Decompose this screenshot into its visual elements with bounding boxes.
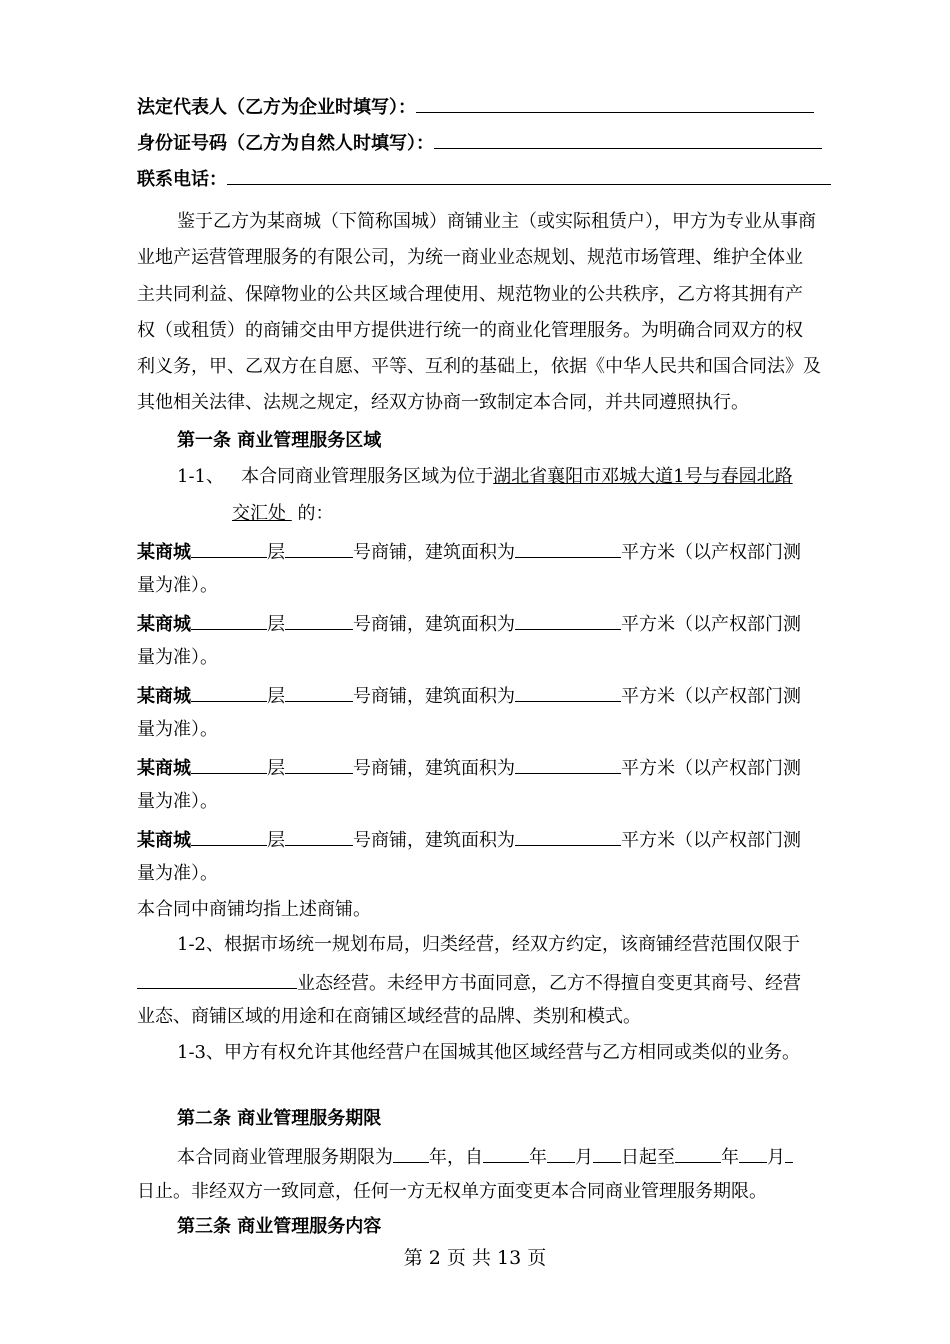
business-scope-blank	[137, 969, 297, 989]
floor-blank	[191, 538, 267, 558]
start-day-blank	[593, 1143, 621, 1163]
shop-mall-name: 某商城	[137, 686, 191, 707]
preamble-line: 鉴于乙方为某商城（下简称国城）商铺业主（或实际租赁户），甲方为专业从事商	[177, 211, 816, 232]
shop-mall-name: 某商城	[137, 830, 191, 851]
phone-label: 联系电话：	[137, 169, 227, 190]
floor-blank	[191, 826, 267, 846]
clause-1-1	[177, 465, 793, 489]
shop-number-blank	[285, 682, 353, 702]
shop-row: 某商城 层 号商铺，建筑面积为 平方米（以产权部门测	[137, 538, 801, 562]
floor-blank	[191, 682, 267, 702]
clause-1-2-cont: 业态经营。未经甲方书面同意，乙方不得擅自变更其商号、经营	[137, 969, 801, 993]
article3-title: 第三条 商业管理服务内容	[177, 1216, 382, 1237]
end-month-blank	[739, 1143, 767, 1163]
shop-row-note: 量为准）。	[137, 719, 218, 740]
phone-field	[137, 165, 831, 189]
term-line-2: 日止。非经双方一致同意，任何一方无权单方面变更本合同商业管理服务期限。	[137, 1181, 767, 1202]
shop-row-note: 量为准）。	[137, 647, 218, 668]
clause-1-1-number: 1-1、	[177, 466, 224, 487]
shop-row: 某商城 层 号商铺，建筑面积为 平方米（以产权部门测	[137, 754, 801, 778]
address-part2: 交汇处	[232, 503, 286, 524]
area-blank	[515, 610, 621, 630]
shop-mall-name: 某商城	[137, 758, 191, 779]
shop-row-note: 量为准）。	[137, 575, 218, 596]
id-number-blank	[434, 129, 822, 149]
floor-blank	[191, 610, 267, 630]
article2-title: 第二条 商业管理服务期限	[177, 1108, 382, 1129]
shop-row: 某商城 层 号商铺，建筑面积为 平方米（以产权部门测	[137, 682, 801, 706]
shop-number-blank	[285, 610, 353, 630]
clause-1-1-cont	[232, 502, 333, 526]
shop-row-note: 量为准）。	[137, 791, 218, 812]
shop-mall-name: 某商城	[137, 614, 191, 635]
clause-1-3: 1-3、甲方有权允许其他经营户在国城其他区域经营与乙方相同或类似的业务。	[177, 1042, 800, 1063]
legal-rep-blank	[416, 93, 814, 113]
legal-rep-field	[137, 93, 814, 117]
end-year-blank	[675, 1143, 721, 1163]
shops-summary: 本合同中商铺均指上述商铺。	[137, 899, 371, 920]
shop-number-blank	[285, 826, 353, 846]
article1-title: 第一条 商业管理服务区域	[177, 430, 382, 451]
preamble-line: 权（或租赁）的商铺交由甲方提供进行统一的商业化管理服务。为明确合同双方的权	[137, 320, 803, 341]
preamble-line: 业地产运营管理服务的有限公司，为统一商业业态规划、规范市场管理、维护全体业	[137, 247, 803, 268]
clause-1-1-end: 的：	[297, 503, 334, 524]
clause-1-2: 1-2、根据市场统一规划布局，归类经营，经双方约定，该商铺经营范围仅限于	[177, 934, 800, 955]
id-number-field	[137, 129, 822, 153]
years-blank	[393, 1143, 429, 1163]
shop-number-blank	[285, 538, 353, 558]
shop-row: 某商城 层 号商铺，建筑面积为 平方米（以产权部门测	[137, 610, 801, 634]
area-blank	[515, 754, 621, 774]
id-number-label: 身份证号码（乙方为自然人时填写）：	[137, 133, 434, 154]
floor-blank	[191, 754, 267, 774]
area-blank	[515, 826, 621, 846]
preamble-line: 其他相关法律、法规之规定，经双方协商一致制定本合同，并共同遵照执行。	[137, 392, 749, 413]
start-year-blank	[483, 1143, 529, 1163]
shop-number-blank	[285, 754, 353, 774]
page-footer: 第 2 页 共 13 页	[403, 1247, 547, 1269]
term-line: 本合同商业管理服务期限为 年，自 年 月 日起至 年 月	[177, 1143, 793, 1167]
area-blank	[515, 538, 621, 558]
end-day-blank	[785, 1143, 793, 1163]
address-part1: 湖北省襄阳市邓城大道1号与春园北路	[493, 466, 793, 487]
legal-rep-label: 法定代表人（乙方为企业时填写）：	[137, 97, 416, 118]
clause-1-2-cont2: 业态、商铺区域的用途和在商铺区域经营的品牌、类别和模式。	[137, 1006, 641, 1027]
start-month-blank	[547, 1143, 575, 1163]
shop-row-note: 量为准）。	[137, 863, 218, 884]
shop-row: 某商城 层 号商铺，建筑面积为 平方米（以产权部门测	[137, 826, 801, 850]
clause-1-1-text: 本合同商业管理服务区域为位于	[241, 466, 494, 487]
preamble-line: 利义务，甲、乙双方在自愿、平等、互利的基础上，依据《中华人民共和国合同法》及	[137, 356, 821, 377]
preamble-line: 主共同利益、保障物业的公共区域合理使用、规范物业的公共秩序，乙方将其拥有产	[137, 284, 803, 305]
area-blank	[515, 682, 621, 702]
shop-mall-name: 某商城	[137, 542, 191, 563]
phone-blank	[227, 165, 831, 185]
